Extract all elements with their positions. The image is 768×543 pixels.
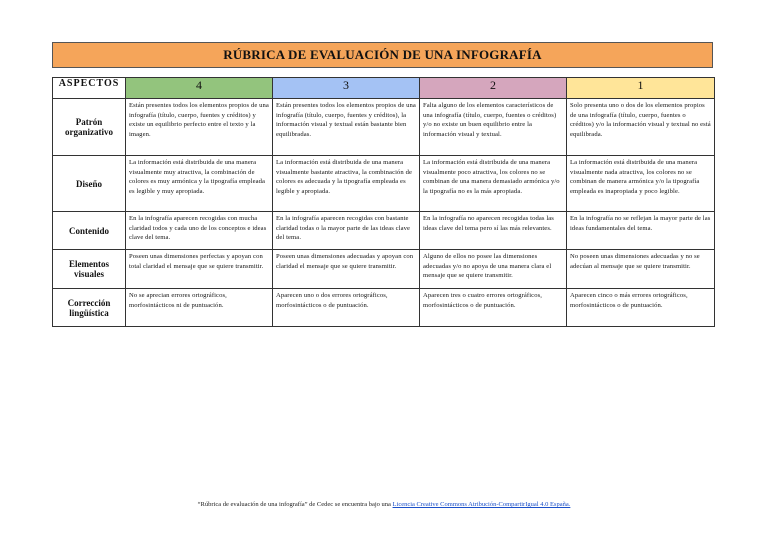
header-row bbox=[53, 78, 715, 99]
table-row bbox=[53, 156, 715, 212]
criterion-cell: La información está distribuida de una manera visualmente nada atractiva, los colores no se combinan de manera armónica y/o la tipografía empleada es inapropiada y poco legible. bbox=[567, 156, 715, 212]
table-row bbox=[53, 212, 715, 250]
criterion-cell: Están presentes todos los elementos propios de una infografía (título, cuerpo, fuentes y créditos) y existe un equilibrio perfecto entre el texto y la imagen. bbox=[126, 99, 273, 156]
criterion-cell: La información está distribuida de una manera visualmente poco atractiva, los colores no se combinan de una manera demasiado armónica y/o la tipografía no es la más apropiada. bbox=[420, 156, 567, 212]
header-level-4: 4 bbox=[126, 78, 273, 99]
criterion-cell: Alguno de ellos no posee las dimensiones adecuadas y/o no apoya de una manera clara el mensaje que se quiere transmitir. bbox=[420, 250, 567, 289]
header-level-1: 1 bbox=[567, 78, 715, 99]
rubric-table bbox=[52, 77, 715, 327]
aspect-label: Diseño bbox=[53, 156, 126, 212]
aspect-label: Patrón organizativo bbox=[53, 99, 126, 156]
criterion-cell: En la infografía no se reflejan la mayor parte de las ideas fundamentales del tema. bbox=[567, 212, 715, 250]
table-row bbox=[53, 99, 715, 156]
criterion-cell: En la infografía aparecen recogidas con bastante claridad todas o la mayor parte de las ideas clave del tema. bbox=[273, 212, 420, 250]
header-aspects: ASPECTOS bbox=[53, 78, 126, 99]
criterion-cell: En la infografía aparecen recogidas con mucha claridad todos y cada uno de los conceptos e ideas clave del tema. bbox=[126, 212, 273, 250]
header-level-2: 2 bbox=[420, 78, 567, 99]
criterion-cell: Aparecen tres o cuatro errores ortográficos, morfosintácticos o de puntuación. bbox=[420, 289, 567, 327]
criterion-cell: En la infografía no aparecen recogidas todas las ideas clave del tema pero sí las más relevantes. bbox=[420, 212, 567, 250]
criterion-cell: Poseen unas dimensiones perfectas y apoyan con total claridad el mensaje que se quiere transmitir. bbox=[126, 250, 273, 289]
rubric-title: RÚBRICA DE EVALUACIÓN DE UNA INFOGRAFÍA bbox=[52, 42, 713, 68]
table-row bbox=[53, 250, 715, 289]
criterion-cell: Poseen unas dimensiones adecuadas y apoyan con claridad el mensaje que se quiere transmitir. bbox=[273, 250, 420, 289]
criterion-cell: No poseen unas dimensiones adecuadas y no se adecúan al mensaje que se quiere transmitir. bbox=[567, 250, 715, 289]
criterion-cell: Aparecen uno o dos errores ortográficos, morfosintácticos o de puntuación. bbox=[273, 289, 420, 327]
attribution-text: “Rúbrica de evaluación de una infografía” de Cedec se encuentra bajo una bbox=[197, 501, 393, 508]
criterion-cell: No se aprecian errores ortográficos, morfosintácticos ni de puntuación. bbox=[126, 289, 273, 327]
criterion-cell: Aparecen cinco o más errores ortográficos, morfosintácticos o de puntuación. bbox=[567, 289, 715, 327]
criterion-cell: Están presentes todos los elementos propios de una infografía (título, cuerpo, fuentes y créditos), la información visual y textual están bastante bien equilibradas. bbox=[273, 99, 420, 156]
table-row bbox=[53, 289, 715, 327]
aspect-label: Contenido bbox=[53, 212, 126, 250]
criterion-cell: La información está distribuida de una manera visualmente bastante atractiva, la combinación de colores es adecuada y la tipografía empleada es legible y apropiada. bbox=[273, 156, 420, 212]
license-link[interactable]: Licencia Creative Commons Atribución-CompartirIgual 4.0 España. bbox=[392, 501, 571, 508]
license-footer bbox=[0, 501, 768, 508]
aspect-label: Corrección lingüística bbox=[53, 289, 126, 327]
criterion-cell: Solo presenta uno o dos de los elementos propios de una infografía (título, cuerpo, fuentes o créditos) y/o la información visual y textual no está equilibrada. bbox=[567, 99, 715, 156]
aspect-label: Elementos visuales bbox=[53, 250, 126, 289]
criterion-cell: La información está distribuida de una manera visualmente muy atractiva, la combinación de colores es muy armónica y la tipografía empleada es legible y muy apropiada. bbox=[126, 156, 273, 212]
header-level-3: 3 bbox=[273, 78, 420, 99]
criterion-cell: Falta alguno de los elementos característicos de una infografía (título, cuerpo, fuentes o créditos) y/o no existe un buen equilibrio entre la información visual y textual. bbox=[420, 99, 567, 156]
